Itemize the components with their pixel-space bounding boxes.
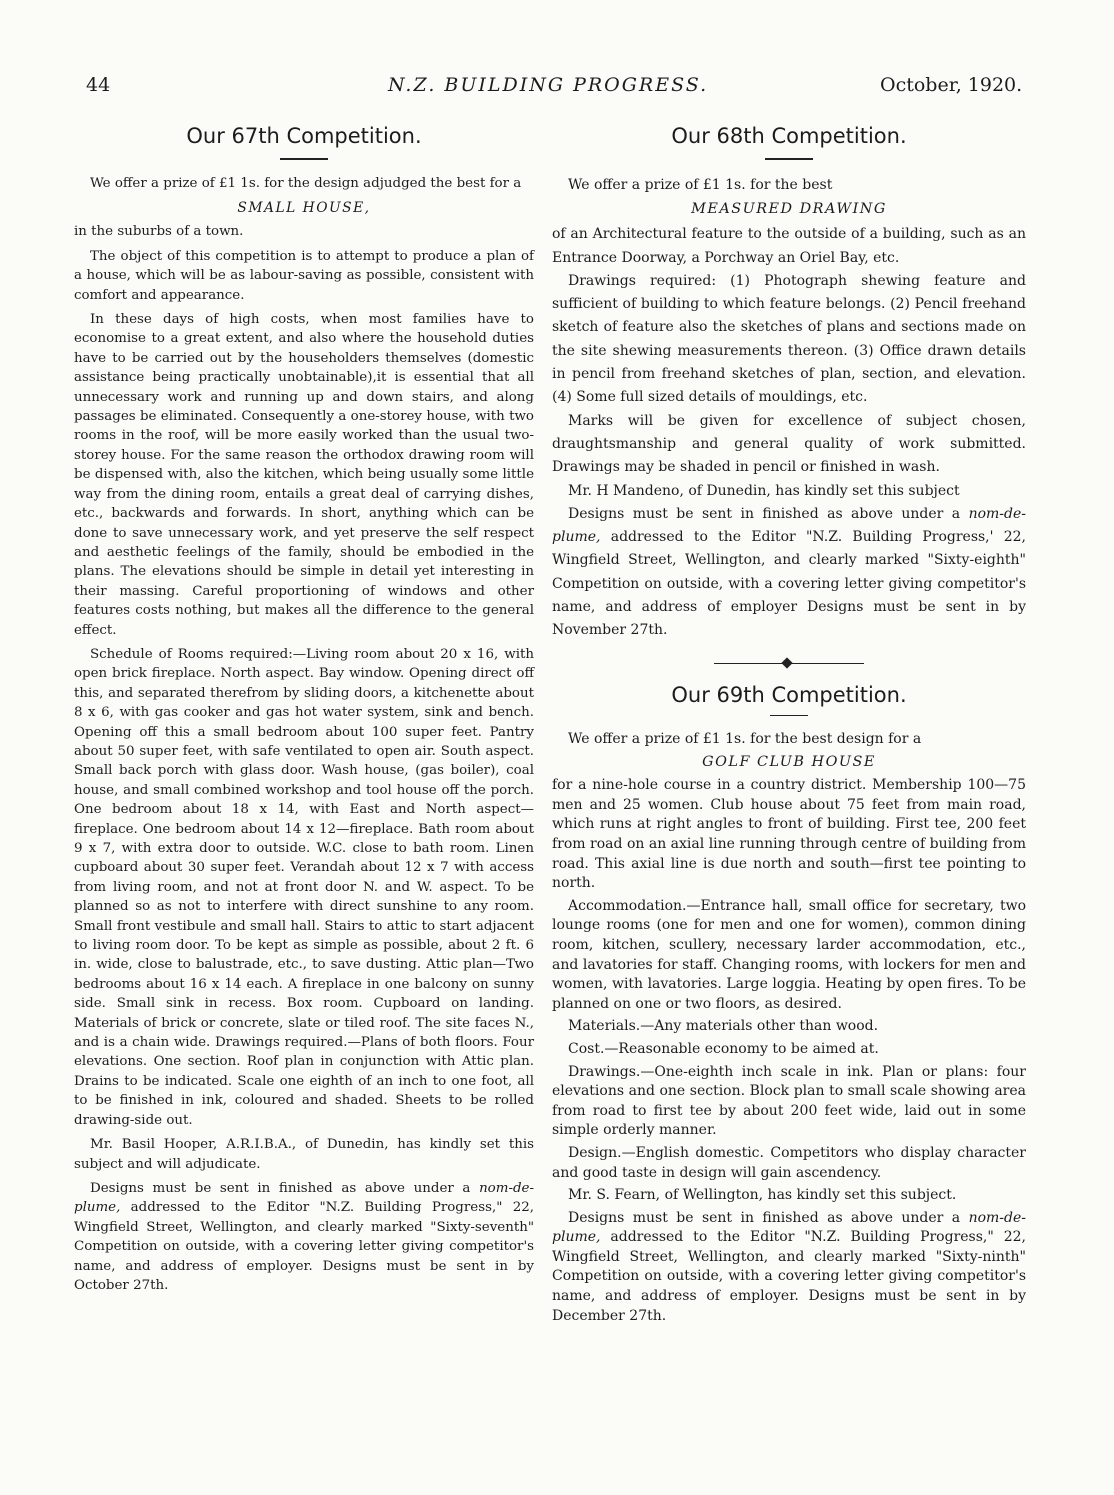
competition-68-marks: Marks will be given for excellence of subject chosen, draughtsmanship and general quality of work submitted. Drawings may be shaded in pencil or finished in wash. [552,412,1026,476]
publication-title: N.Z. BUILDING PROGRESS. [388,74,709,96]
competition-69-subject: GOLF CLUB HOUSE [702,754,876,771]
competition-69-submission [552,1209,1026,1327]
title-rule [770,715,808,716]
nom-de-plume: nom-de-plume, [552,1209,1026,1246]
competition-68-feature: of an Architectural feature to the outside of a building, such as an Entrance Doorway, a Porchway an Oriel Bay, etc. [552,226,1026,266]
competition-68-intro: We offer a prize of £1 1s. for the best [568,177,833,193]
competition-67-submission [74,1179,534,1295]
competition-67-setter: Mr. Basil Hooper, A.R.I.B.A., of Dunedin, has kindly set this subject and will adjudicate. [74,1137,534,1172]
title-rule [765,158,813,160]
competition-67-intro: We offer a prize of £1 1s. for the design adjudged the best for a [90,176,522,191]
submission-text: addressed to the Editor "N.Z. Building Progress," 22, Wingfield Street, Wellington, and clearly marked "Sixty-seventh" Competition on outside, with a covering letter giving competitor's name, and address of employer. Designs must be sent in by October 27th. [74,1200,534,1293]
competition-69-materials: Materials.—Any materials other than wood. [568,1018,879,1035]
competition-69-setter: Mr. S. Fearn, of Wellington, has kindly set this subject. [568,1187,957,1204]
competition-69-section [552,681,1026,1327]
submission-text: Designs must be sent in finished as above under a [568,1209,969,1226]
section-divider-ornament [714,657,864,671]
page-number: 44 [86,74,111,96]
competition-69-drawings: Drawings.—One-eighth inch scale in ink. Plan or plans: four elevations and one section. Block plan to small scale showing area from road to first tee by about 200 feet wide, laid out in some simple orderly manner. [552,1063,1026,1139]
competition-68-submission [552,503,1026,643]
left-column [74,122,534,1300]
competition-67-title: Our 67th Competition. [186,124,422,148]
competition-69-intro: We offer a prize of £1 1s. for the best design for a [568,730,922,747]
page-header [0,74,1114,102]
competition-69-course: for a nine-hole course in a country district. Membership 100—75 men and 25 women. Club house about 75 feet from main road, which runs at right angles to front of building. First tee, 200 feet from road on an axial line running through centre of building from road. This axial line is due north and south—first tee pointing to north. [552,777,1026,892]
submission-text: addressed to the Editor "N.Z. Building Progress,' 22, Wingfield Street, Wellington, and clearly marked "Sixty-eighth" Competition on outside, with a covering letter giving competitor's name, and address of employer Designs must be sent in by November 27th. [552,529,1026,639]
title-rule [280,158,328,160]
competition-68-subject: MEASURED DRAWING [691,201,887,218]
competition-67-subject: SMALL HOUSE, [237,200,371,217]
competition-69-design: Design.—English domestic. Competitors who display character and good taste in design will gain ascendency. [552,1144,1026,1181]
nom-de-plume: nom-de-plume, [552,505,1026,546]
submission-text: Designs must be sent in finished as above under a [568,505,969,522]
competition-67-suburbs: in the suburbs of a town. [74,224,244,240]
competition-67-object: The object of this competition is to attempt to produce a plan of a house, which will be as labour-saving as possible, consistent with comfort and appearance. [74,248,534,303]
competition-69-accommodation: Accommodation.—Entrance hall, small office for secretary, two lounge rooms (one for men and one for women), common dining room, kitchen, scullery, necessary larder accommodation, etc., and lavatories for staff. Changing rooms, with lockers for men and women, with lavatories. Large loggia. Heating by open fires. To be planned on one or two floors, as desired. [552,897,1026,1012]
competition-69-title: Our 69th Competition. [671,682,907,707]
right-column [552,122,1026,1329]
submission-text: Designs must be sent in finished as above under a [90,1180,480,1196]
issue-date: October, 1920. [880,74,1023,96]
competition-68-drawings: Drawings required: (1) Photograph shewing feature and sufficient of building to which feature belongs. (2) Pencil freehand sketch of feature also the sketches of plans and sections made on the site shewing measurements thereon. (3) Office drawn details in pencil from freehand sketches of plan, section, and elevation. (4) Some full sized details of mouldings, etc. [552,272,1026,406]
nom-de-plume: nom-de-plume, [74,1180,534,1216]
competition-67-context: In these days of high costs, when most families have to economise to a great extent, and also where the household duties have to be carried out by the householders themselves (domestic assistance being practically unobtainable),it is essential that all unnecessary work and running up and down stairs, and along passages be eliminated. Consequently a one-storey house, with two rooms in the roof, will be more easily worked than the usual two-storey house. For the same reason the orthodox drawing room will be dispensed with, also the kitchen, which being usually some little way from the dining room, entails a great deal of carrying dishes, etc., backwards and forwards. In short, anything which can be done to save unnecessary work, and yet preserve the self respect and aesthetic feelings of the family, should be embodied in the plans. The elevations should be simple in detail yet interesting in their massing. Careful proportioning of windows and other features costs nothing, but makes all the difference to the general effect. [74,312,534,638]
competition-68-title: Our 68th Competition. [671,124,907,148]
submission-text: addressed to the Editor "N.Z. Building Progress," 22, Wingfield Street, Wellington, and clearly marked "Sixty-ninth" Competition on outside, with a covering letter giving competitor's name, and address of employer. Designs must be sent in by December 27th. [552,1229,1026,1324]
competition-69-cost: Cost.—Reasonable economy to be aimed at. [568,1040,879,1057]
competition-67-schedule: Schedule of Rooms required:—Living room about 20 x 16, with open brick fireplace. North aspect. Bay window. Opening direct off this, and separated therefrom by sliding doors, a kitchenette about 8 x 6, with gas cooker and gas hot water system, sink and bench. Opening off this a small bedroom about 100 super feet. Pantry about 50 super feet, with safe ventilated to open air. South aspect. Small back porch with glass door. Wash house, (gas boiler), coal house, and small combined workshop and tool house off the porch. One bedroom about 18 x 14, with East and North aspect—fireplace. One bedroom about 14 x 12—fireplace. Bath room about 9 x 7, with extra door to outside. W.C. close to bath room. Linen cupboard about 30 super feet. Verandah about 12 x 7 with access from living room, and not at front door N. and W. aspect. To be planned so as not to interfere with direct sunshine to any room. Small front vestibule and small hall. Stairs to attic to start adjacent to living room door. To be kept as simple as possible, about 2 ft. 6 in. wide, close to balustrade, etc., to save dusting. Attic plan—Two bedrooms about 16 x 14 each. A fireplace in one balcony on sunny side. Small sink in recess. Box room. Cupboard on landing. Materials of brick or concrete, slate or tiled roof. The site faces N., and is a chain wide. Drawings required.—Plans of both floors. Four elevations. One section. Roof plan in conjunction with Attic plan. Drains to be indicated. Scale one eighth of an inch to one foot, all to be finished in ink, coloured and shaded. Sheets to be rolled drawing-side out. [74,646,534,1128]
competition-68-setter: Mr. H Mandeno, of Dunedin, has kindly set this subject [568,482,960,499]
